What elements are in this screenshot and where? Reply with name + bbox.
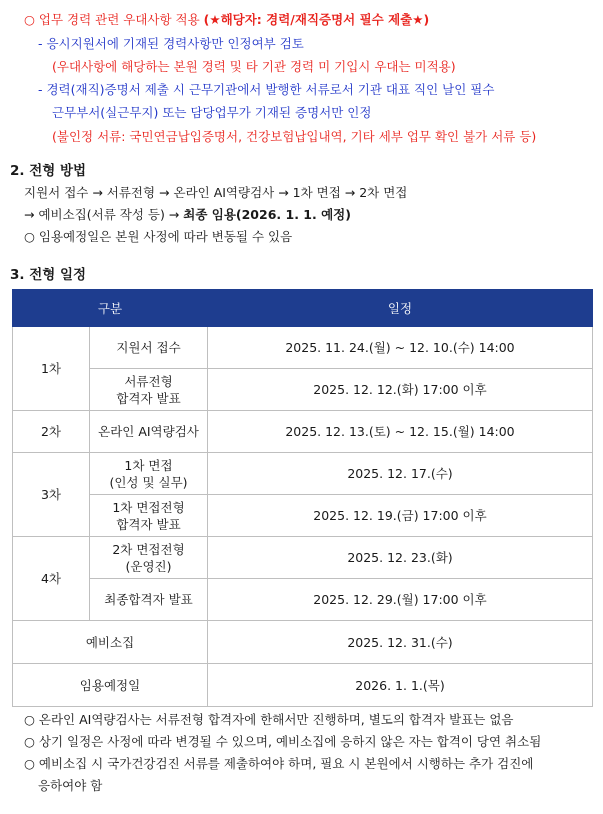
table-row: [13, 495, 593, 537]
appointment-note: ○ 임용예정일은 본원 사정에 따라 변동될 수 있음: [24, 229, 293, 244]
stage-label: 임용예정일: [13, 664, 208, 707]
process-flow-line-2: [24, 206, 351, 224]
process-flow-prefix: → 예비소집(서류 작성 등) →: [24, 207, 184, 222]
stage-label-line: 서류전형: [124, 373, 173, 389]
group-cell-1: 1차: [13, 327, 90, 411]
stage-date: 2026. 1. 1.(목): [208, 664, 593, 707]
stage-date: 2025. 11. 24.(월) ~ 12. 10.(수) 14:00: [208, 327, 593, 369]
stage-date: 2025. 12. 29.(월) 17:00 이후: [208, 579, 593, 621]
stage-date: 2025. 12. 23.(화): [208, 537, 593, 579]
stage-date: 2025. 12. 31.(수): [208, 621, 593, 664]
group-cell-4: 4차: [13, 537, 90, 621]
table-row: [13, 537, 593, 579]
note-schedule-change: ○ 상기 일정은 사정에 따라 변경될 수 있으며, 예비소집에 응하지 않은 자는 합격이 당연 취소됨: [24, 734, 542, 749]
table-row: [13, 327, 593, 369]
stage-label: [90, 453, 208, 495]
table-row: [13, 664, 593, 707]
intro-line-6: (불인정 서류: 국민연금납입증명서, 건강보험납입내역, 기타 세부 업무 확인 불가 서류 등): [52, 129, 537, 144]
stage-label: 온라인 AI역량검사: [90, 411, 208, 453]
final-appointment: 최종 임용(2026. 1. 1. 예정): [183, 207, 351, 222]
header-schedule: 일정: [208, 290, 593, 327]
note-ai-test: ○ 온라인 AI역량검사는 서류전형 합격자에 한해서만 진행하며, 별도의 합격자 발표는 없음: [24, 712, 514, 727]
preference-text: ○ 업무 경력 관련 우대사항 적용: [24, 12, 204, 27]
group-cell-2: 2차: [13, 411, 90, 453]
stage-label: 지원서 접수: [90, 327, 208, 369]
stage-label: 예비소집: [13, 621, 208, 664]
table-header-row: [13, 290, 593, 327]
header-gubun: 구분: [13, 290, 208, 327]
table-row: [13, 621, 593, 664]
stage-label-line: 합격자 발표: [116, 390, 181, 406]
note-health-check-cont: 응하여야 함: [38, 778, 103, 793]
table-row: [13, 369, 593, 411]
intro-line-3: (우대사항에 해당하는 본원 경력 및 타 기관 경력 미 기입시 우대는 미적용): [52, 59, 456, 74]
stage-label-line: 합격자 발표: [116, 516, 181, 532]
stage-label: 최종합격자 발표: [90, 579, 208, 621]
stage-label-line: 2차 면접전형: [112, 541, 185, 557]
stage-label-line: 1차 면접: [124, 457, 173, 473]
process-flow-line-1: 지원서 접수 → 서류전형 → 온라인 AI역량검사 → 1차 면접 → 2차 면접: [24, 185, 408, 200]
stage-label-line: (인성 및 실무): [109, 474, 188, 490]
stage-date: 2025. 12. 17.(수): [208, 453, 593, 495]
schedule-table: [12, 289, 593, 707]
section-3-heading: 3. 전형 일정: [10, 267, 87, 283]
stage-date: 2025. 12. 12.(화) 17:00 이후: [208, 369, 593, 411]
intro-line-5: 근무부서(실근무지) 또는 담당업무가 기재된 증명서만 인정: [52, 105, 372, 120]
note-health-check: ○ 예비소집 시 국가건강검진 서류를 제출하여야 하며, 필요 시 본원에서 시행하는 추가 검진에: [24, 756, 534, 771]
stage-date: 2025. 12. 13.(토) ~ 12. 15.(월) 14:00: [208, 411, 593, 453]
preference-line: [24, 11, 429, 29]
group-cell-3: 3차: [13, 453, 90, 537]
intro-line-4: - 경력(재직)증명서 제출 시 근무기관에서 발행한 서류로서 기관 대표 직인 날인 필수: [38, 82, 495, 97]
stage-label: [90, 537, 208, 579]
intro-line-2: - 응시지원서에 기재된 경력사항만 인정여부 검토: [38, 36, 304, 51]
preference-highlight: (★해당자: 경력/재직증명서 필수 제출★): [203, 12, 430, 27]
section-2-heading: 2. 전형 방법: [10, 163, 87, 179]
table-row: [13, 453, 593, 495]
stage-label-line: 1차 면접전형: [112, 499, 185, 515]
table-row: [13, 579, 593, 621]
stage-label: [90, 495, 208, 537]
stage-label: [90, 369, 208, 411]
stage-label-line: (운영진): [125, 558, 172, 574]
table-row: [13, 411, 593, 453]
stage-date: 2025. 12. 19.(금) 17:00 이후: [208, 495, 593, 537]
